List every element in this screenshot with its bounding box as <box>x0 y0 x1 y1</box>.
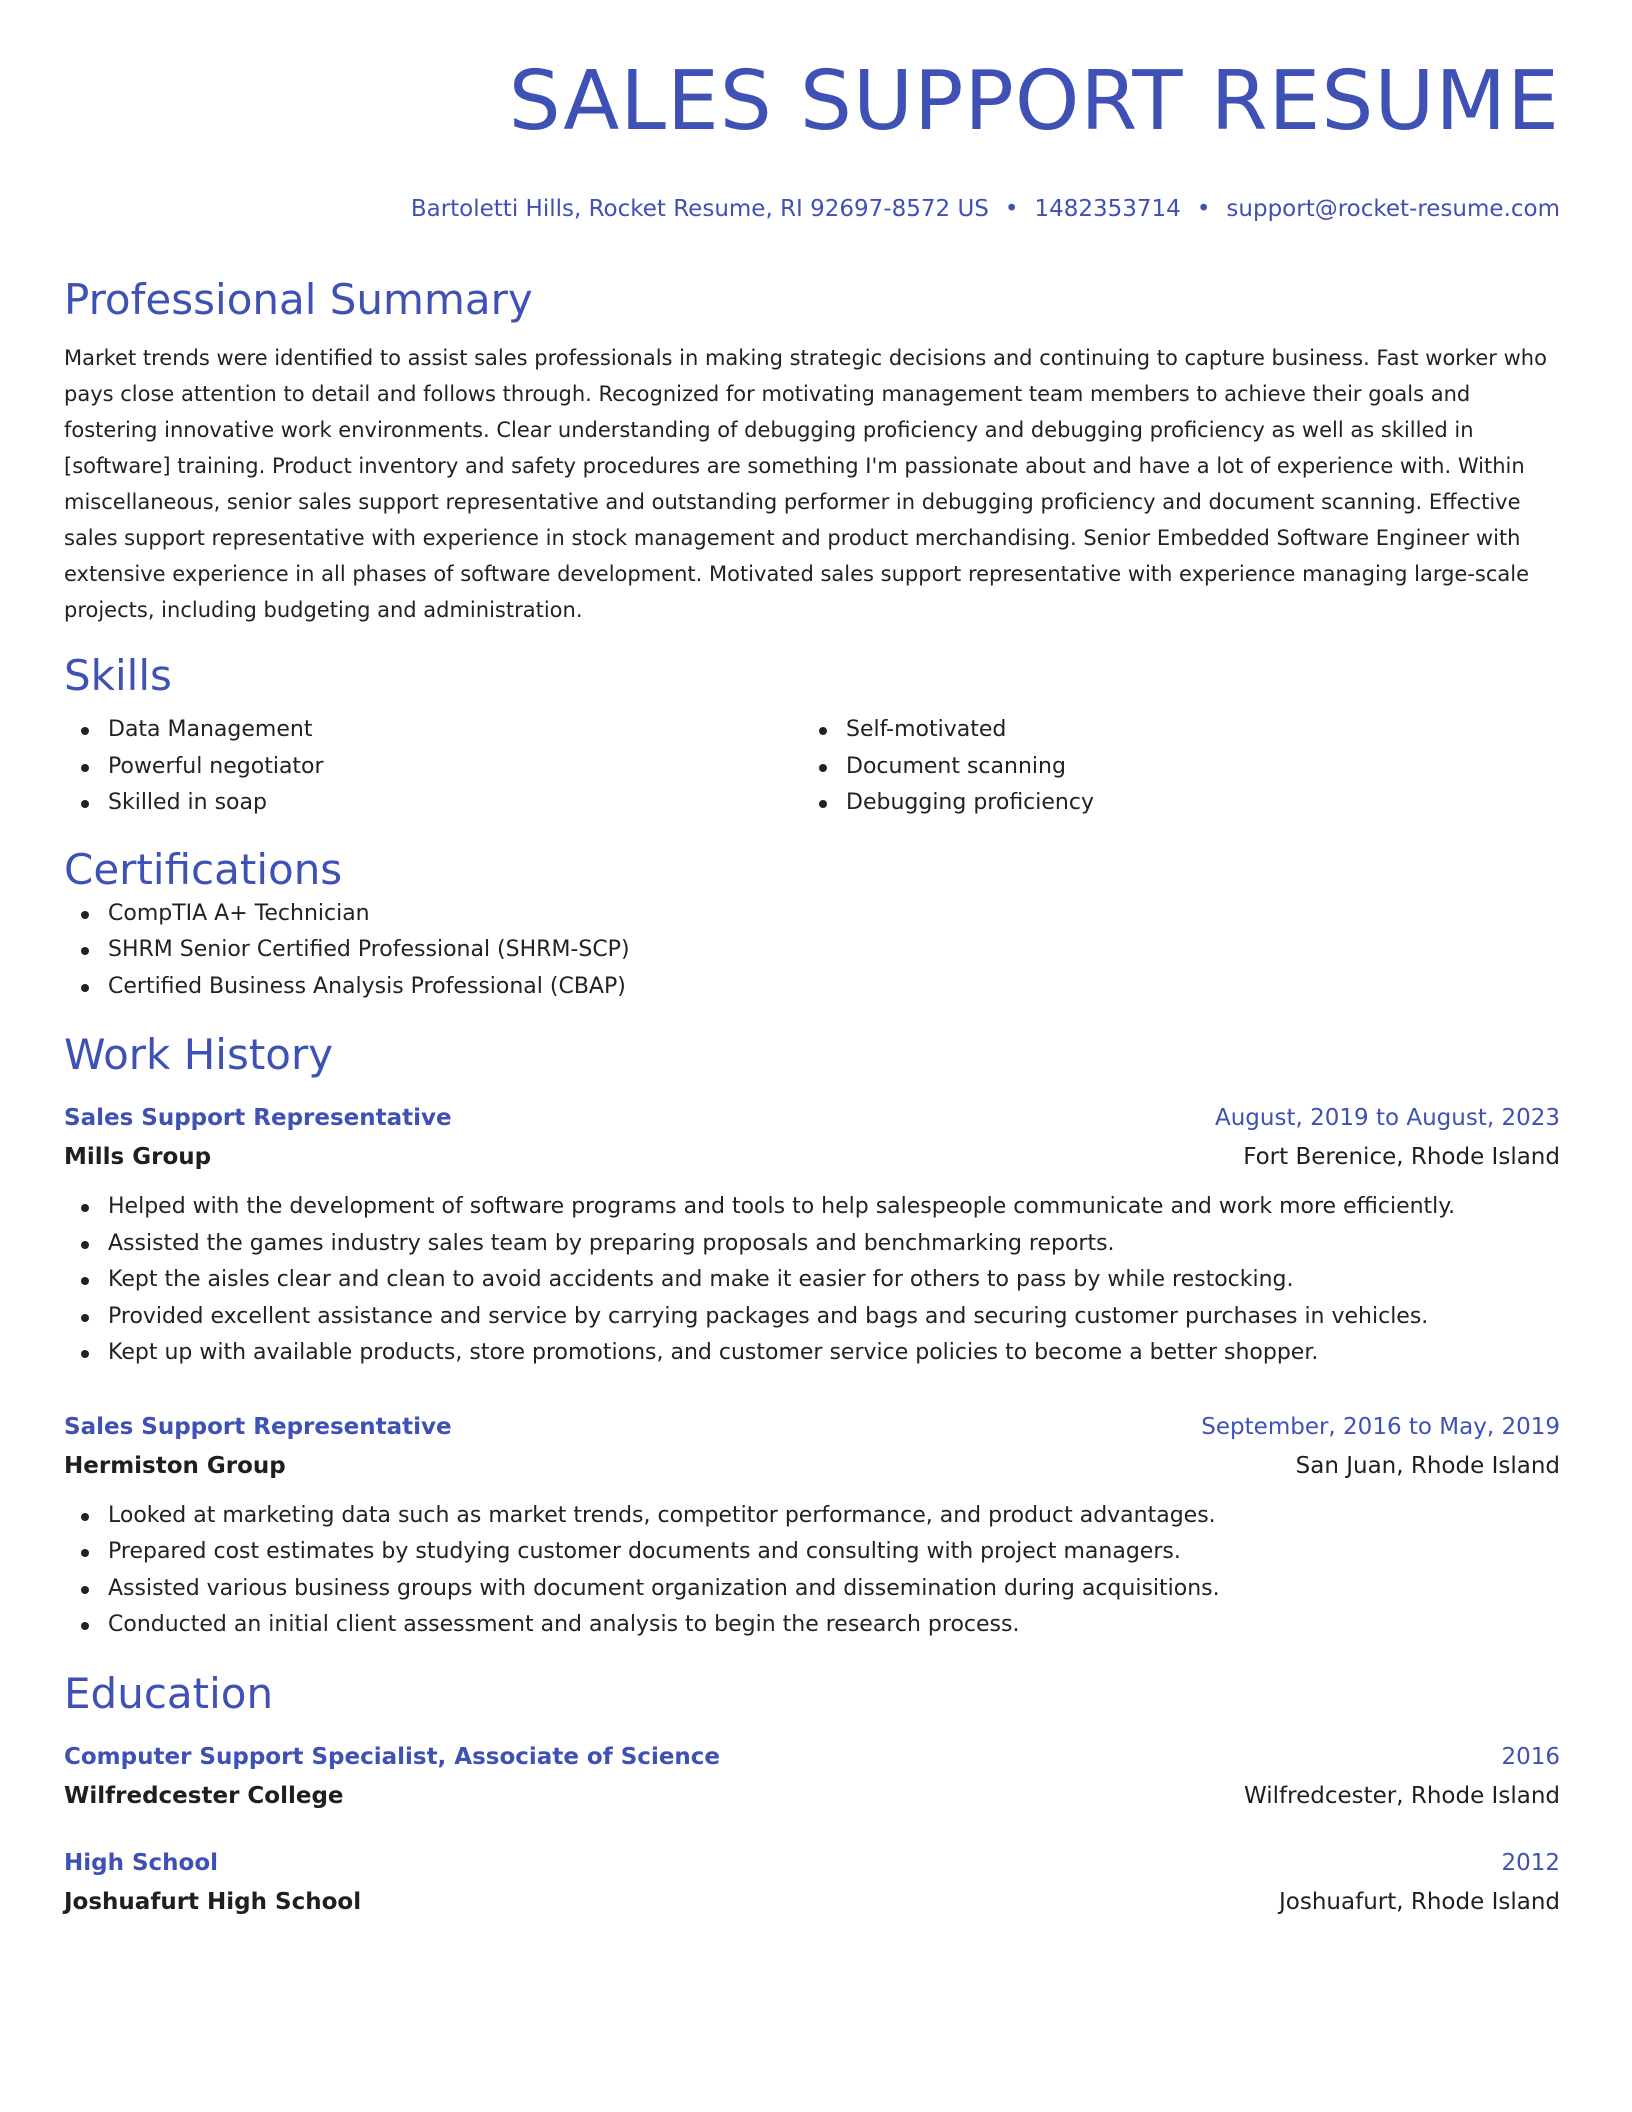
contact-line <box>64 194 1560 224</box>
skill-item: Skilled in soap <box>64 785 802 822</box>
job-bullet: Prepared cost estimates by studying customer documents and consulting with project managers. <box>64 1534 1560 1571</box>
certification-item: Certified Business Analysis Professional (CBAP) <box>64 969 1560 1006</box>
skill-item: Data Management <box>64 712 802 749</box>
job-location: San Juan, Rhode Island <box>1295 1452 1560 1479</box>
job-bullet: Conducted an initial client assessment and analysis to begin the research process. <box>64 1607 1560 1644</box>
certification-item: CompTIA A+ Technician <box>64 896 1560 933</box>
job-dates: August, 2019 to August, 2023 <box>1215 1105 1560 1131</box>
certifications-list <box>64 896 1560 1006</box>
job-bullet: Assisted the games industry sales team by preparing proposals and benchmarking reports. <box>64 1226 1560 1263</box>
education-year: 2016 <box>1501 1743 1560 1770</box>
certifications-heading: Certifications <box>64 844 343 894</box>
skills-list <box>64 712 1560 822</box>
job-dates: September, 2016 to May, 2019 <box>1201 1413 1560 1440</box>
contact-separator: • <box>1004 196 1019 222</box>
skill-item: Powerful negotiator <box>64 749 802 786</box>
skill-item: Self-motivated <box>802 712 1540 749</box>
job-bullet: Looked at marketing data such as market trends, competitor performance, and product advantages. <box>64 1498 1560 1535</box>
skills-column-left <box>64 712 802 822</box>
education-school: Wilfredcester College <box>64 1782 344 1809</box>
education-heading: Education <box>64 1668 274 1718</box>
contact-phone: 1482353714 <box>1034 196 1181 222</box>
education-entry <box>64 1844 1560 1922</box>
job-bullet: Helped with the development of software programs and tools to help salespeople communicate and work more efficiently. <box>64 1189 1560 1226</box>
summary-text: Market trends were identified to assist sales professionals in making strategic decisions and continuing to capture business. Fast worker who pays close attention to detail and follows through. Recognized for motivating management team members to achieve their goals and fostering innovative work environments. Clear understanding of debugging proficiency and debugging proficiency as well as skilled in [software] training. Product inventory and safety procedures are something I'm passionate about and have a lot of experience with. Within miscellaneous, senior sales support representative and outstanding performer in debugging proficiency and document scanning. Effective sales support representative with experience in stock management and product merchandising. Senior Embedded Software Engineer with extensive experience in all phases of software development. Motivated sales support representative with experience managing large-scale projects, including budgeting and administration. <box>64 346 1547 622</box>
job-entry <box>64 1408 1560 1644</box>
skills-column-right <box>802 712 1540 822</box>
job-role: Sales Support Representative <box>64 1413 452 1440</box>
certification-item: SHRM Senior Certified Professional (SHRM-SCP) <box>64 932 1560 969</box>
job-bullet: Assisted various business groups with document organization and dissemination during acquisitions. <box>64 1571 1560 1608</box>
job-company: Hermiston Group <box>64 1452 286 1479</box>
contact-separator: • <box>1196 196 1211 222</box>
resume-page <box>64 0 1560 1922</box>
job-bullets <box>64 1498 1560 1644</box>
job-role: Sales Support Representative <box>64 1105 452 1131</box>
job-bullet: Kept the aisles clear and clean to avoid accidents and make it easier for others to pass by while restocking. <box>64 1262 1560 1299</box>
contact-email: support@rocket-resume.com <box>1226 196 1560 222</box>
summary-heading: Professional Summary <box>64 275 533 324</box>
job-bullets <box>64 1189 1560 1372</box>
job-entry <box>64 1099 1560 1372</box>
contact-address: Bartoletti Hills, Rocket Resume, RI 92697-8572 US <box>410 196 989 222</box>
education-location: Joshuafurt, Rhode Island <box>1279 1888 1560 1915</box>
education-school: Joshuafurt High School <box>64 1888 362 1915</box>
job-location: Fort Berenice, Rhode Island <box>1243 1144 1560 1170</box>
skill-item: Debugging proficiency <box>802 785 1540 822</box>
education-degree: High School <box>64 1849 219 1876</box>
job-bullet: Kept up with available products, store promotions, and customer service policies to become a better shopper. <box>64 1335 1560 1372</box>
skills-heading: Skills <box>64 651 172 700</box>
resume-title: SALES SUPPORT RESUME <box>508 54 1560 149</box>
education-entry <box>64 1738 1560 1816</box>
job-company: Mills Group <box>64 1144 212 1170</box>
education-year: 2012 <box>1501 1849 1560 1876</box>
job-bullet: Provided excellent assistance and service by carrying packages and bags and securing customer purchases in vehicles. <box>64 1299 1560 1336</box>
skill-item: Document scanning <box>802 749 1540 786</box>
work-history-heading: Work History <box>64 1030 334 1079</box>
education-location: Wilfredcester, Rhode Island <box>1244 1782 1560 1809</box>
education-degree: Computer Support Specialist, Associate of Science <box>64 1743 721 1770</box>
